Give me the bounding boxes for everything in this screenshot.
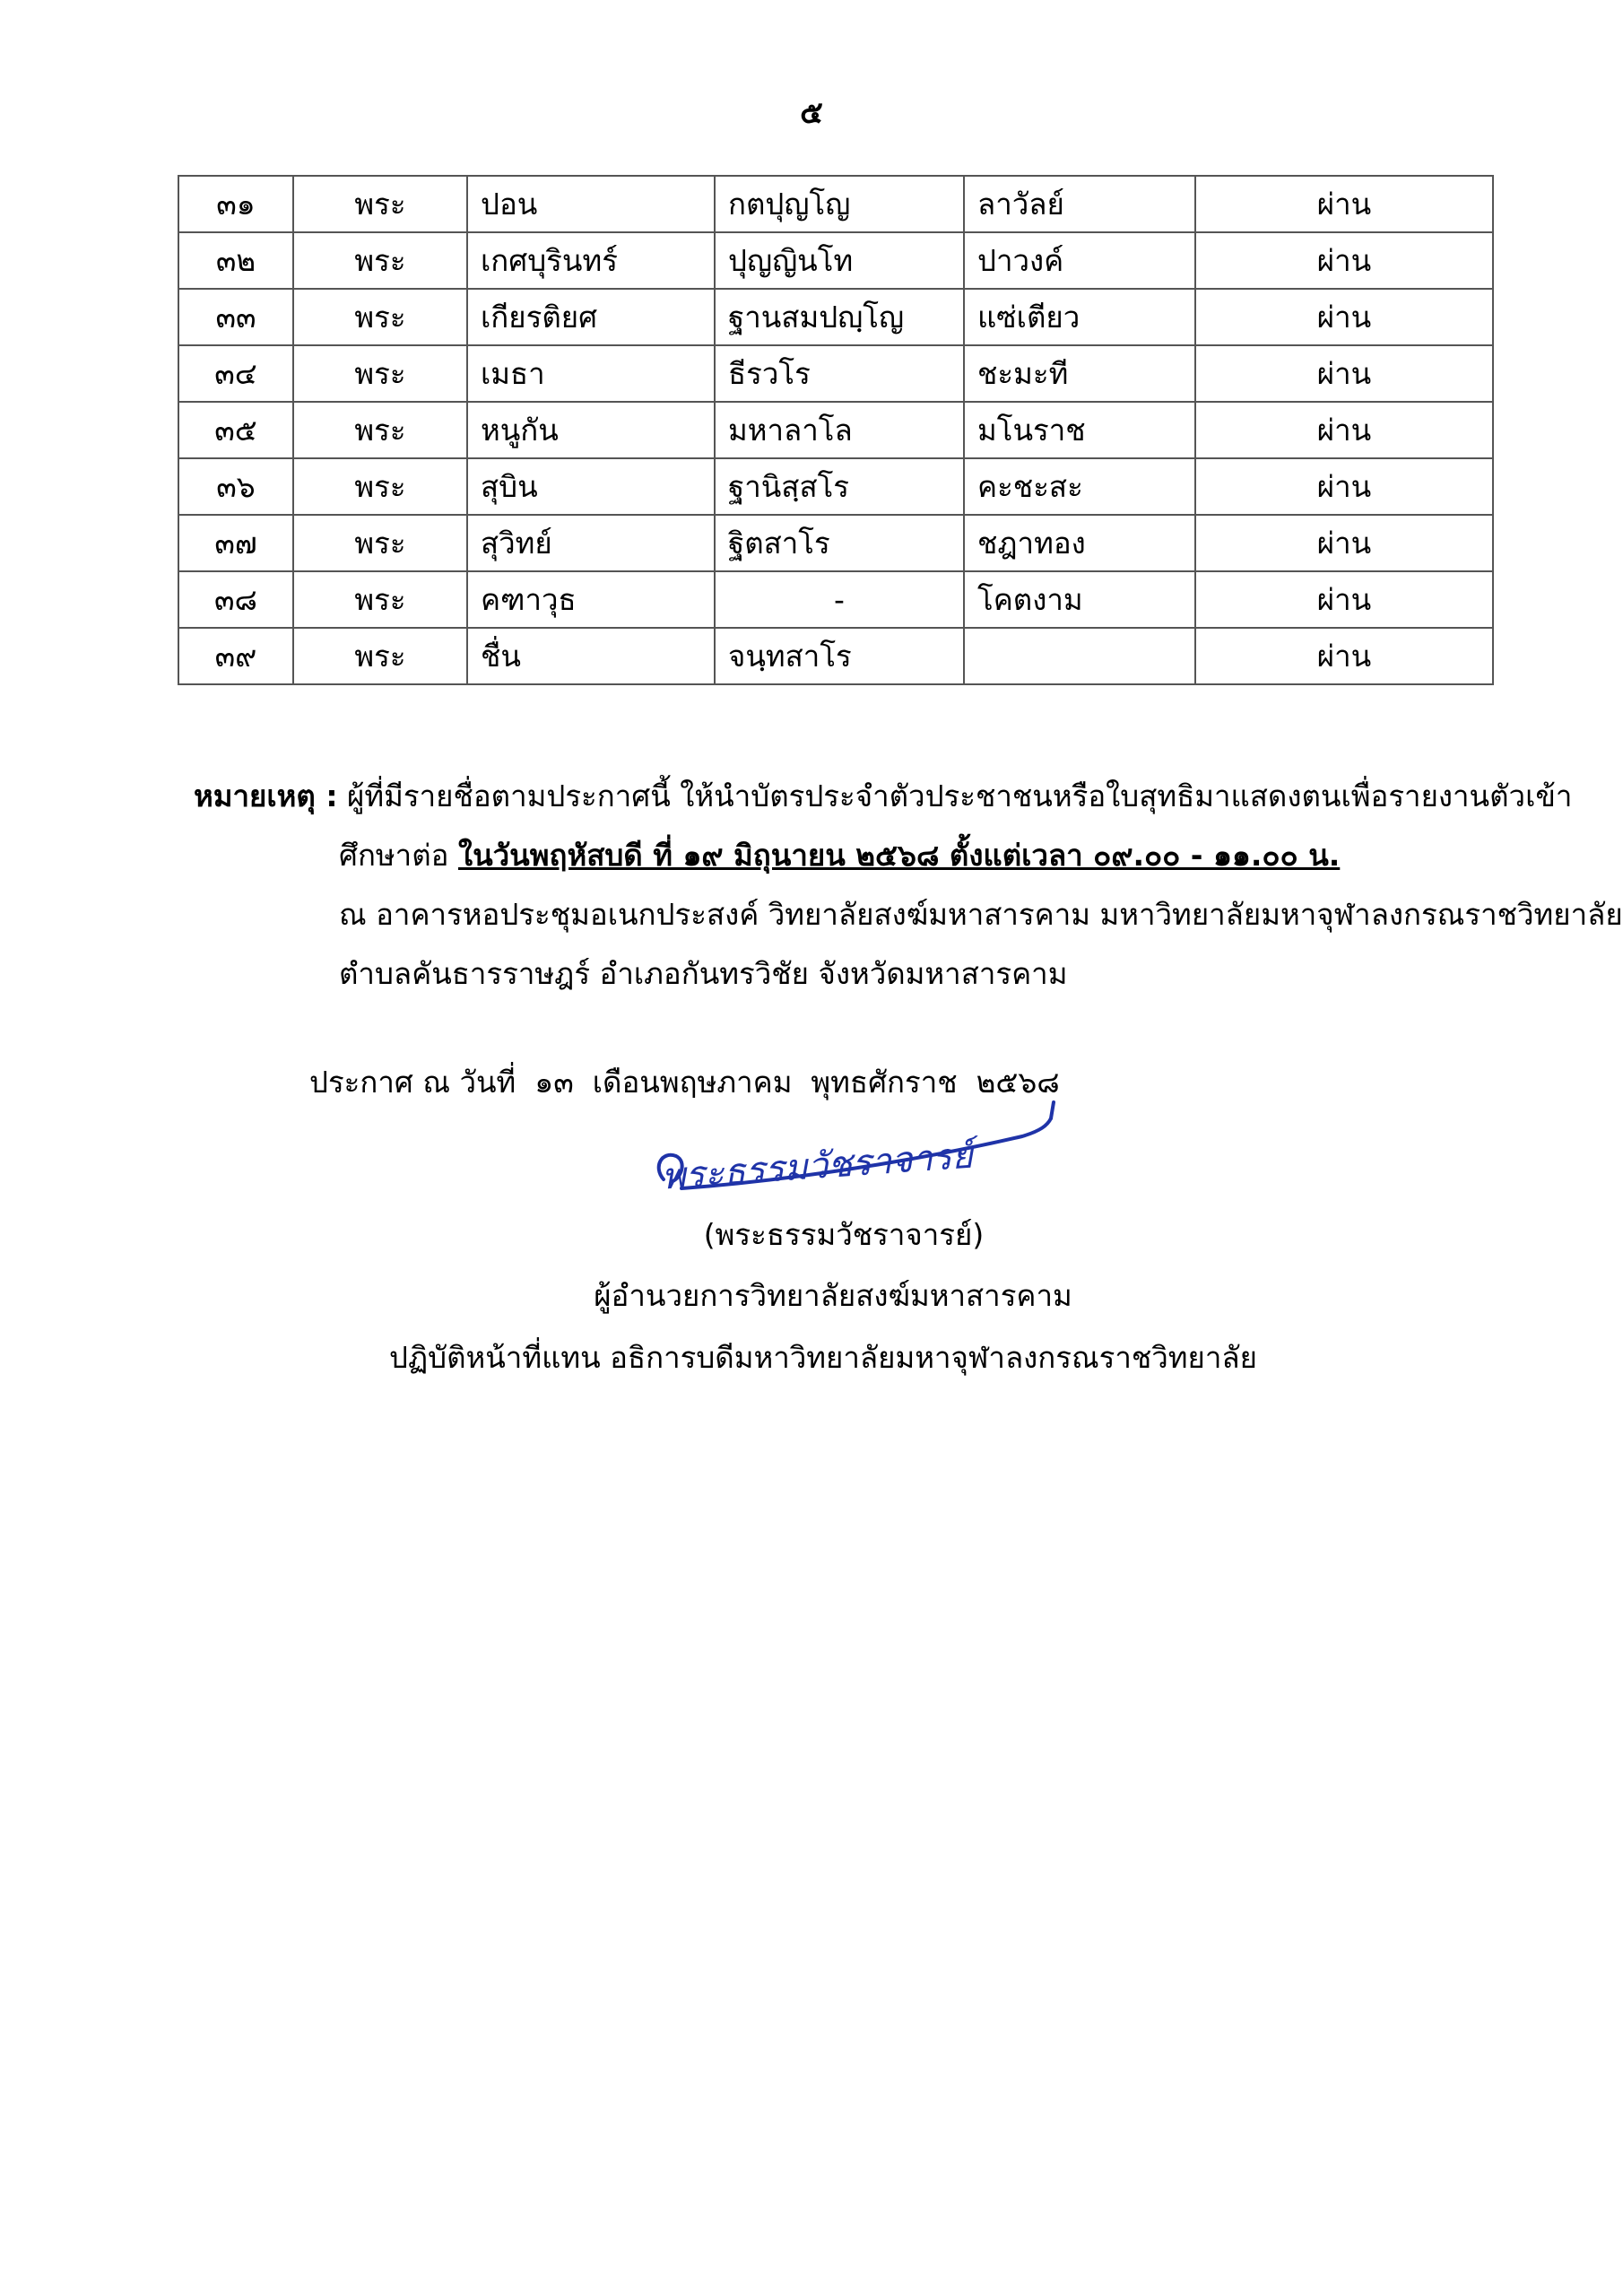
page-number: ๕: [800, 95, 823, 131]
last-name: ปาวงค์: [964, 232, 1195, 289]
row-number: ๓๙: [178, 628, 293, 684]
remark-text-1: ผู้ที่มีรายชื่อตามประกาศนี้ ให้นำบัตรประจำตัวประชาชนหรือใบสุทธิมาแสดงตนเพื่อรายงานตัวเข้า: [337, 778, 1573, 813]
monastic-name: -: [715, 571, 964, 628]
row-number: ๓๗: [178, 515, 293, 571]
monastic-name: ฐานิสฺสโร: [715, 458, 964, 515]
row-number: ๓๘: [178, 571, 293, 628]
signatory-name: (พระธรรมวัชราจารย์): [703, 1217, 985, 1252]
remark-line-4: ตำบลคันธารราษฎร์ อำเภอกันทรวิชัย จังหวัดมหาสารคาม: [339, 956, 1068, 991]
row-number: ๓๔: [178, 345, 293, 402]
row-number: ๓๕: [178, 402, 293, 458]
remark-line-2: [194, 826, 1503, 885]
monk-title: พระ: [293, 289, 467, 345]
monastic-name: ธีรวโร: [715, 345, 964, 402]
first-name: หนูกัน: [467, 402, 715, 458]
monk-title: พระ: [293, 402, 467, 458]
results-table-body: [178, 176, 1493, 684]
table-row: [178, 232, 1493, 289]
first-name: ปอน: [467, 176, 715, 232]
result-status: ผ่าน: [1195, 628, 1493, 684]
result-status: ผ่าน: [1195, 232, 1493, 289]
signature-script: พระธรรมวัชราจารย์: [660, 1135, 975, 1198]
result-status: ผ่าน: [1195, 571, 1493, 628]
monk-title: พระ: [293, 628, 467, 684]
row-number: ๓๓: [178, 289, 293, 345]
result-status: ผ่าน: [1195, 289, 1493, 345]
first-name: คฑาวุธ: [467, 571, 715, 628]
first-name: เกียรติยศ: [467, 289, 715, 345]
monastic-name: จนฺทสาโร: [715, 628, 964, 684]
handwritten-signature: [646, 1099, 1067, 1215]
result-status: ผ่าน: [1195, 176, 1493, 232]
signatory-position: ผู้อำนวยการวิทยาลัยสงฆ์มหาสารคาม: [594, 1278, 1072, 1313]
result-status: ผ่าน: [1195, 345, 1493, 402]
last-name: โคตงาม: [964, 571, 1195, 628]
monk-title: พระ: [293, 176, 467, 232]
result-status: ผ่าน: [1195, 458, 1493, 515]
table-row: [178, 515, 1493, 571]
last-name: ชะมะที: [964, 345, 1195, 402]
last-name: ลาวัลย์: [964, 176, 1195, 232]
monk-title: พระ: [293, 515, 467, 571]
announcement-date: ประกาศ ณ วันที่ ๑๓ เดือนพฤษภาคม พุทธศักราช ๒๕๖๘: [309, 1065, 1060, 1100]
first-name: เกศบุรินทร์: [467, 232, 715, 289]
last-name: ชฎาทอง: [964, 515, 1195, 571]
first-name: สุวิทย์: [467, 515, 715, 571]
remark-line-1: [194, 767, 1573, 826]
monk-title: พระ: [293, 232, 467, 289]
table-row: [178, 289, 1493, 345]
table-row: [178, 402, 1493, 458]
table-row: [178, 628, 1493, 684]
monastic-name: กตปุญโญ: [715, 176, 964, 232]
row-number: ๓๖: [178, 458, 293, 515]
remark-section: [194, 767, 1623, 1004]
monastic-name: ปุญญินโท: [715, 232, 964, 289]
table-row: [178, 176, 1493, 232]
result-status: ผ่าน: [1195, 402, 1493, 458]
remark-label: หมายเหตุ :: [194, 778, 338, 813]
monk-title: พระ: [293, 571, 467, 628]
table-row: [178, 571, 1493, 628]
monk-title: พระ: [293, 458, 467, 515]
last-name: แซ่เตียว: [964, 289, 1195, 345]
first-name: ชื่น: [467, 628, 715, 684]
monastic-name: ฐานสมปญฺโญ: [715, 289, 964, 345]
last-name: คะชะสะ: [964, 458, 1195, 515]
last-name: มโนราช: [964, 402, 1195, 458]
last-name: [964, 628, 1195, 684]
signature-stroke-tail: [1051, 1102, 1054, 1118]
remark-text-2: ศึกษาต่อ: [339, 838, 458, 873]
monk-title: พระ: [293, 345, 467, 402]
monastic-name: ฐิตสาโร: [715, 515, 964, 571]
result-status: ผ่าน: [1195, 515, 1493, 571]
monastic-name: มหาลาโล: [715, 402, 964, 458]
row-number: ๓๒: [178, 232, 293, 289]
first-name: เมธา: [467, 345, 715, 402]
report-date-time: ในวันพฤหัสบดี ที่ ๑๙ มิถุนายน ๒๕๖๘ ตั้งแต่เวลา ๐๙.๐๐ - ๑๑.๐๐ น.: [457, 838, 1341, 873]
first-name: สุบิน: [467, 458, 715, 515]
results-table: [178, 175, 1494, 685]
table-row: [178, 458, 1493, 515]
signatory-acting-role: ปฏิบัติหน้าที่แทน อธิการบดีมหาวิทยาลัยมหาจุฬาลงกรณราชวิทยาลัย: [389, 1340, 1257, 1375]
table-row: [178, 345, 1493, 402]
remark-line-3: ณ อาคารหอประชุมอเนกประสงค์ วิทยาลัยสงฆ์มหาสารคาม มหาวิทยาลัยมหาจุฬาลงกรณราชวิทยาลัย: [339, 897, 1623, 932]
row-number: ๓๑: [178, 176, 293, 232]
